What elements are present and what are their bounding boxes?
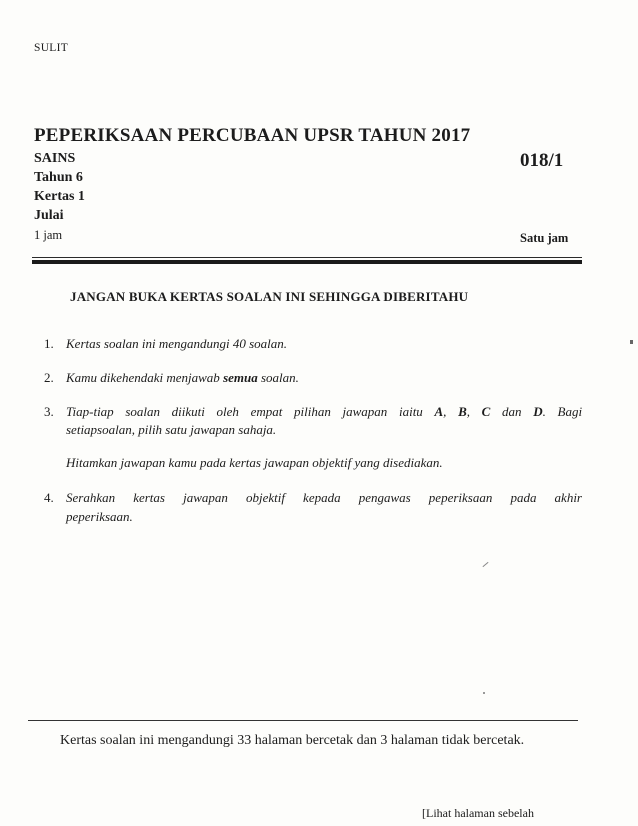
- emphasis-word: semua: [223, 370, 258, 385]
- exam-month: Julai: [34, 208, 64, 223]
- scan-speck: [630, 340, 633, 344]
- instruction-number: 4.: [44, 490, 54, 505]
- next-page-note: [Lihat halaman sebelah: [422, 806, 534, 820]
- instruction-number: 1.: [44, 336, 54, 351]
- instruction-text: Hitamkan jawapan kamu pada kertas jawapan objektif yang disediakan.: [66, 455, 443, 470]
- classification-label: SULIT: [34, 42, 69, 54]
- warning-notice: JANGAN BUKA KERTAS SOALAN INI SEHINGGA DIBERITAHU: [70, 289, 469, 304]
- instruction-text: Tiap-tiap soalan diikuti oleh empat pilihan jawapan iaitu A, B, C dan D. Bagi: [66, 404, 583, 419]
- paper-number: Kertas 1: [34, 189, 85, 204]
- instruction-number: 3.: [44, 404, 54, 419]
- instruction-text: Kertas soalan ini mengandungi 40 soalan.: [66, 336, 288, 351]
- scan-speck: [482, 562, 488, 567]
- header-divider-thin: [32, 257, 582, 258]
- instruction-text: setiapsoalan, pilih satu jawapan sahaja.: [66, 422, 277, 437]
- exam-duration: 1 jam: [34, 228, 63, 242]
- option-label: D: [533, 404, 543, 419]
- instruction-text: Serahkan kertas jawapan objektif kepada pengawas peperiksaan pada akhir: [66, 490, 582, 505]
- instruction-text: peperiksaan.: [66, 509, 133, 524]
- year-level: Tahun 6: [34, 170, 83, 185]
- option-label: C: [481, 404, 491, 419]
- exam-duration-words: Satu jam: [520, 231, 569, 245]
- paper-code: 018/1: [520, 150, 564, 171]
- instruction-text: Kamu dikehendaki menjawab semua soalan.: [66, 370, 299, 385]
- option-label: B: [458, 404, 467, 419]
- page-count-note: Kertas soalan ini mengandungi 33 halaman bercetak dan 3 halaman tidak bercetak.: [60, 733, 525, 748]
- header-divider-thick: [32, 260, 582, 264]
- footer-divider: [28, 720, 578, 721]
- instruction-number: 2.: [44, 370, 54, 385]
- exam-title: PEPERIKSAAN PERCUBAAN UPSR TAHUN 2017: [34, 125, 471, 146]
- option-label: A: [434, 404, 444, 419]
- scan-speck: [483, 692, 485, 694]
- subject-name: SAINS: [34, 151, 76, 166]
